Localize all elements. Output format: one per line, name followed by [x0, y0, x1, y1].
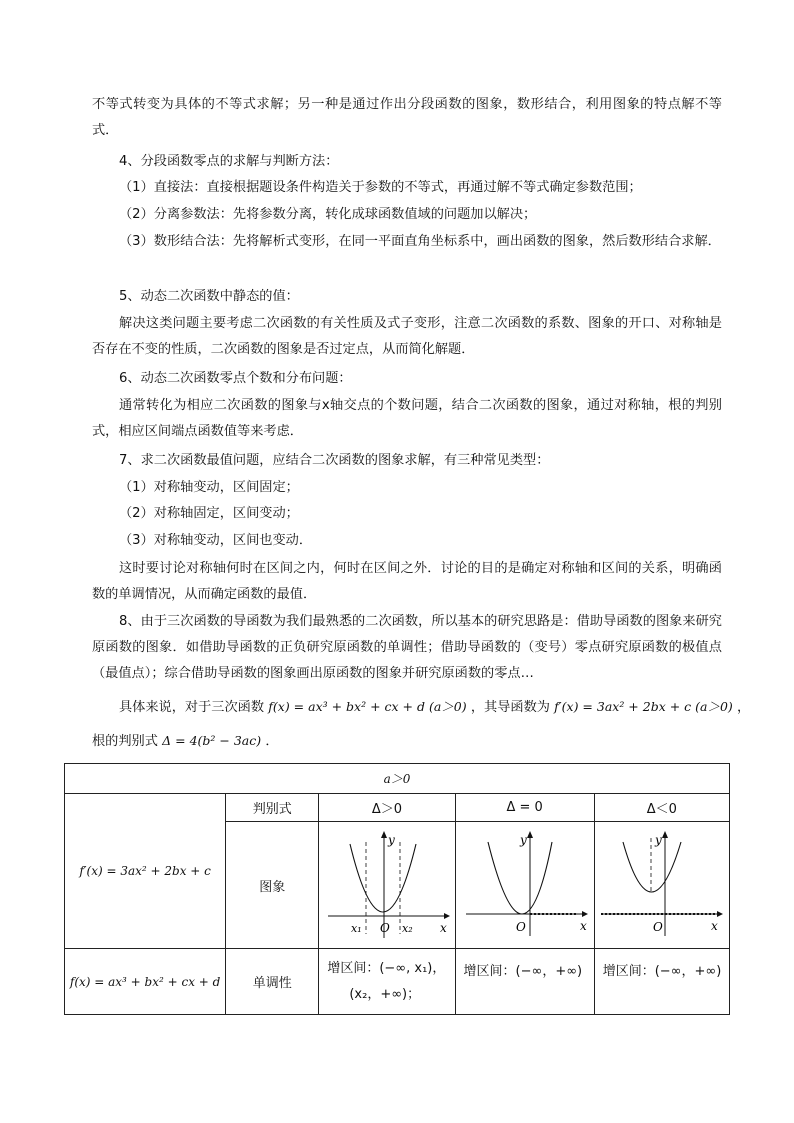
item-4-title: 4、分段函数零点的求解与判断方法： [119, 154, 339, 169]
cell-discriminant-label: 判别式 [226, 794, 319, 822]
item-8-body: 8、由于三次函数的导函数为我们最熟悉的二次函数，所以基本的研究思路是：借助导函数的图象来研究原函数的图象．如借助导函数的正负研究原函数的单调性；借助导函数的（变号）零点研究原函数的极值点（最值点）；综合借助导函数的图象画出原函数的图象并研究原函数的零点… [92, 614, 722, 681]
concrete-end: ， [737, 700, 751, 715]
graph-no-root [595, 822, 729, 944]
item-4-2: （2）分离参数法：先将参数分离，转化成球函数值域的问题加以解决； [119, 207, 537, 222]
label-y: y [387, 833, 395, 847]
cell-graph-delta-negative [594, 822, 729, 949]
graph-two-roots [320, 822, 454, 944]
concrete-line [119, 697, 759, 718]
discriminant-pre: 根的判别式 [92, 734, 158, 749]
label-x: x [579, 919, 587, 933]
item-5-body: 解决这类问题主要考虑二次函数的有关性质及式子变形，注意二次函数的系数、图象的开口、对称轴是否存在不变的性质，二次函数的图象是否过定点，从而简化解题． [92, 316, 722, 357]
cell-delta-zero: Δ = 0 [455, 794, 594, 822]
cell-graph-delta-positive [319, 822, 455, 949]
derivative-formula: f′(x) = 3ax² + 2bx + c (a＞0) [554, 699, 733, 714]
label-x1: x₁ [350, 922, 362, 935]
item-7-1: （1）对称轴变动，区间固定； [119, 480, 299, 495]
cell-monotonicity-positive [319, 949, 455, 1015]
y-axis-arrow-icon [662, 831, 668, 838]
cell-delta-positive: Δ＞0 [319, 794, 455, 822]
label-x2: x₂ [401, 922, 413, 935]
discriminant-formula: Δ = 4(b² − 3ac) [162, 733, 262, 748]
x-axis-arrow-icon [444, 913, 450, 919]
label-x: x [439, 921, 447, 935]
cubic-function-formula: f(x) = ax³ + bx² + cx + d (a＞0) [268, 699, 467, 714]
item-7-body: 这时要讨论对称轴何时在区间之内，何时在区间之外．讨论的目的是确定对称轴和区间的关系，明确函数的单调情况，从而确定函数的最值． [92, 561, 722, 602]
item-7-title: 7、求二次函数最值问题，应结合二次函数的图象求解，有三种常见类型： [119, 453, 550, 468]
concrete-pre: 具体来说，对于三次函数 [119, 700, 265, 715]
cell-monotonicity-zero: 增区间：(−∞，+∞) [455, 949, 594, 1015]
table-header-a-positive: a＞0 [65, 764, 730, 794]
label-origin: O [379, 921, 390, 935]
concrete-mid: ，其导函数为 [470, 700, 550, 715]
label-origin: O [652, 920, 663, 934]
mono-positive-line2: (x₂，+∞)； [349, 986, 421, 1002]
y-axis-arrow-icon [381, 831, 387, 838]
label-y: y [519, 833, 527, 847]
item-6-title: 6、动态二次函数零点个数和分布问题： [119, 371, 352, 386]
discriminant-line [92, 731, 732, 752]
item-6-body: 通常转化为相应二次函数的图象与x轴交点的个数问题，结合二次函数的图象，通过对称轴，根的判别式，相应区间端点函数值等来考虑． [92, 398, 722, 439]
paragraph-top: 不等式转变为具体的不等式求解；另一种是通过作出分段函数的图象，数形结合，利用图象的特点解不等式． [92, 97, 722, 138]
cell-derivative-formula: f′(x) = 3ax² + 2bx + c [65, 794, 226, 949]
item-5-title: 5、动态二次函数中静态的值： [119, 289, 299, 304]
item-4-1: （1）直接法：直接根据题设条件构造关于参数的不等式，再通过解不等式确定参数范围； [119, 180, 642, 195]
label-x: x [710, 919, 718, 933]
label-origin: O [515, 920, 526, 934]
graph-one-root [458, 822, 592, 944]
cell-monotonicity-label: 单调性 [226, 949, 319, 1015]
cell-monotonicity-negative: 增区间：(−∞，+∞) [594, 949, 729, 1015]
item-4-3: （3）数形结合法：先将解析式变形，在同一平面直角坐标系中，画出函数的图象，然后数形结合求解． [119, 234, 721, 249]
label-y: y [654, 833, 662, 847]
mono-positive-line1: 增区间：(−∞, x₁)， [327, 960, 446, 976]
cell-delta-negative: Δ＜0 [594, 794, 729, 822]
y-axis-arrow-icon [527, 831, 533, 838]
cell-graph-delta-zero [455, 822, 594, 949]
item-7-3: （3）对称轴变动，区间也变动． [119, 533, 313, 548]
parabola-curve [488, 842, 552, 914]
cell-image-label: 图象 [226, 822, 319, 949]
cubic-function-table [64, 763, 730, 1015]
cell-cubic-formula: f(x) = ax³ + bx² + cx + d [65, 949, 226, 1015]
discriminant-end: ． [265, 734, 279, 749]
parabola-curve [350, 844, 416, 912]
x-axis-arrow-icon [582, 911, 588, 917]
parabola-curve [623, 842, 681, 892]
item-7-2: （2）对称轴固定，区间变动； [119, 506, 299, 521]
x-axis-arrow-icon [717, 911, 723, 917]
